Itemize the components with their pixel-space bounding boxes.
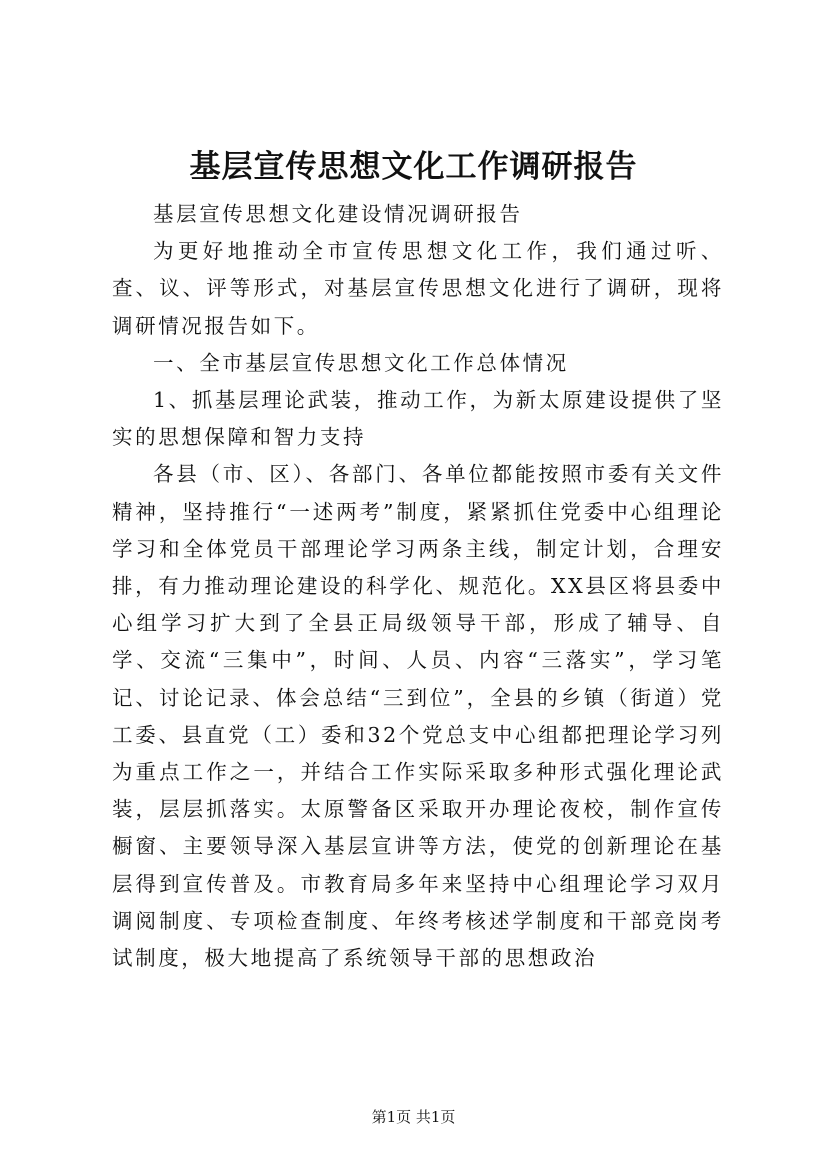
document-body xyxy=(112,196,724,977)
body-paragraph: 各县（市、区）、各部门、各单位都能按照市委有关文件精神，坚持推行“一述两考”制度，紧紧抓住党委中心组理论学习和全体党员干部理论学习两条主线，制定计划，合理安排，有力推动理论建设的科学化、规范化。XX县区将县委中心组学习扩大到了全县正局级领导干部，形成了辅导、自学、交流“三集中”，时间、人员、内容“三落实”，学习笔记、讨论记录、体会总结“三到位”，全县的乡镇（街道）党工委、县直党（工）委和32个党总支中心组都把理论学习列为重点工作之一，并结合工作实际采取多种形式强化理论武装，层层抓落实。太原警备区采取开办理论夜校，制作宣传橱窗、主要领导深入基层宣讲等方法，使党的创新理论在基层得到宣传普及。市教育局多年来坚持中心组理论学习双月调阅制度、专项检查制度、年终考核述学制度和干部竞岗考试制度，极大地提高了系统领导干部的思想政治 xyxy=(112,462,724,971)
section-heading: 一、全市基层宣传思想文化工作总体情况 xyxy=(153,350,569,375)
document-title: 基层宣传思想文化工作调研报告 xyxy=(189,149,638,185)
intro-paragraph: 为更好地推动全市宣传思想文化工作，我们通过听、查、议、评等形式，对基层宣传思想文化进行了调研，现将调研情况报告如下。 xyxy=(112,239,724,338)
page-footer: 第1页 共1页 xyxy=(371,1108,456,1126)
subtitle-paragraph: 基层宣传思想文化建设情况调研报告 xyxy=(153,202,523,226)
subsection-heading: 1、抓基层理论武装，推动工作，为新太原建设提供了坚实的思想保障和智力支持 xyxy=(112,388,724,450)
